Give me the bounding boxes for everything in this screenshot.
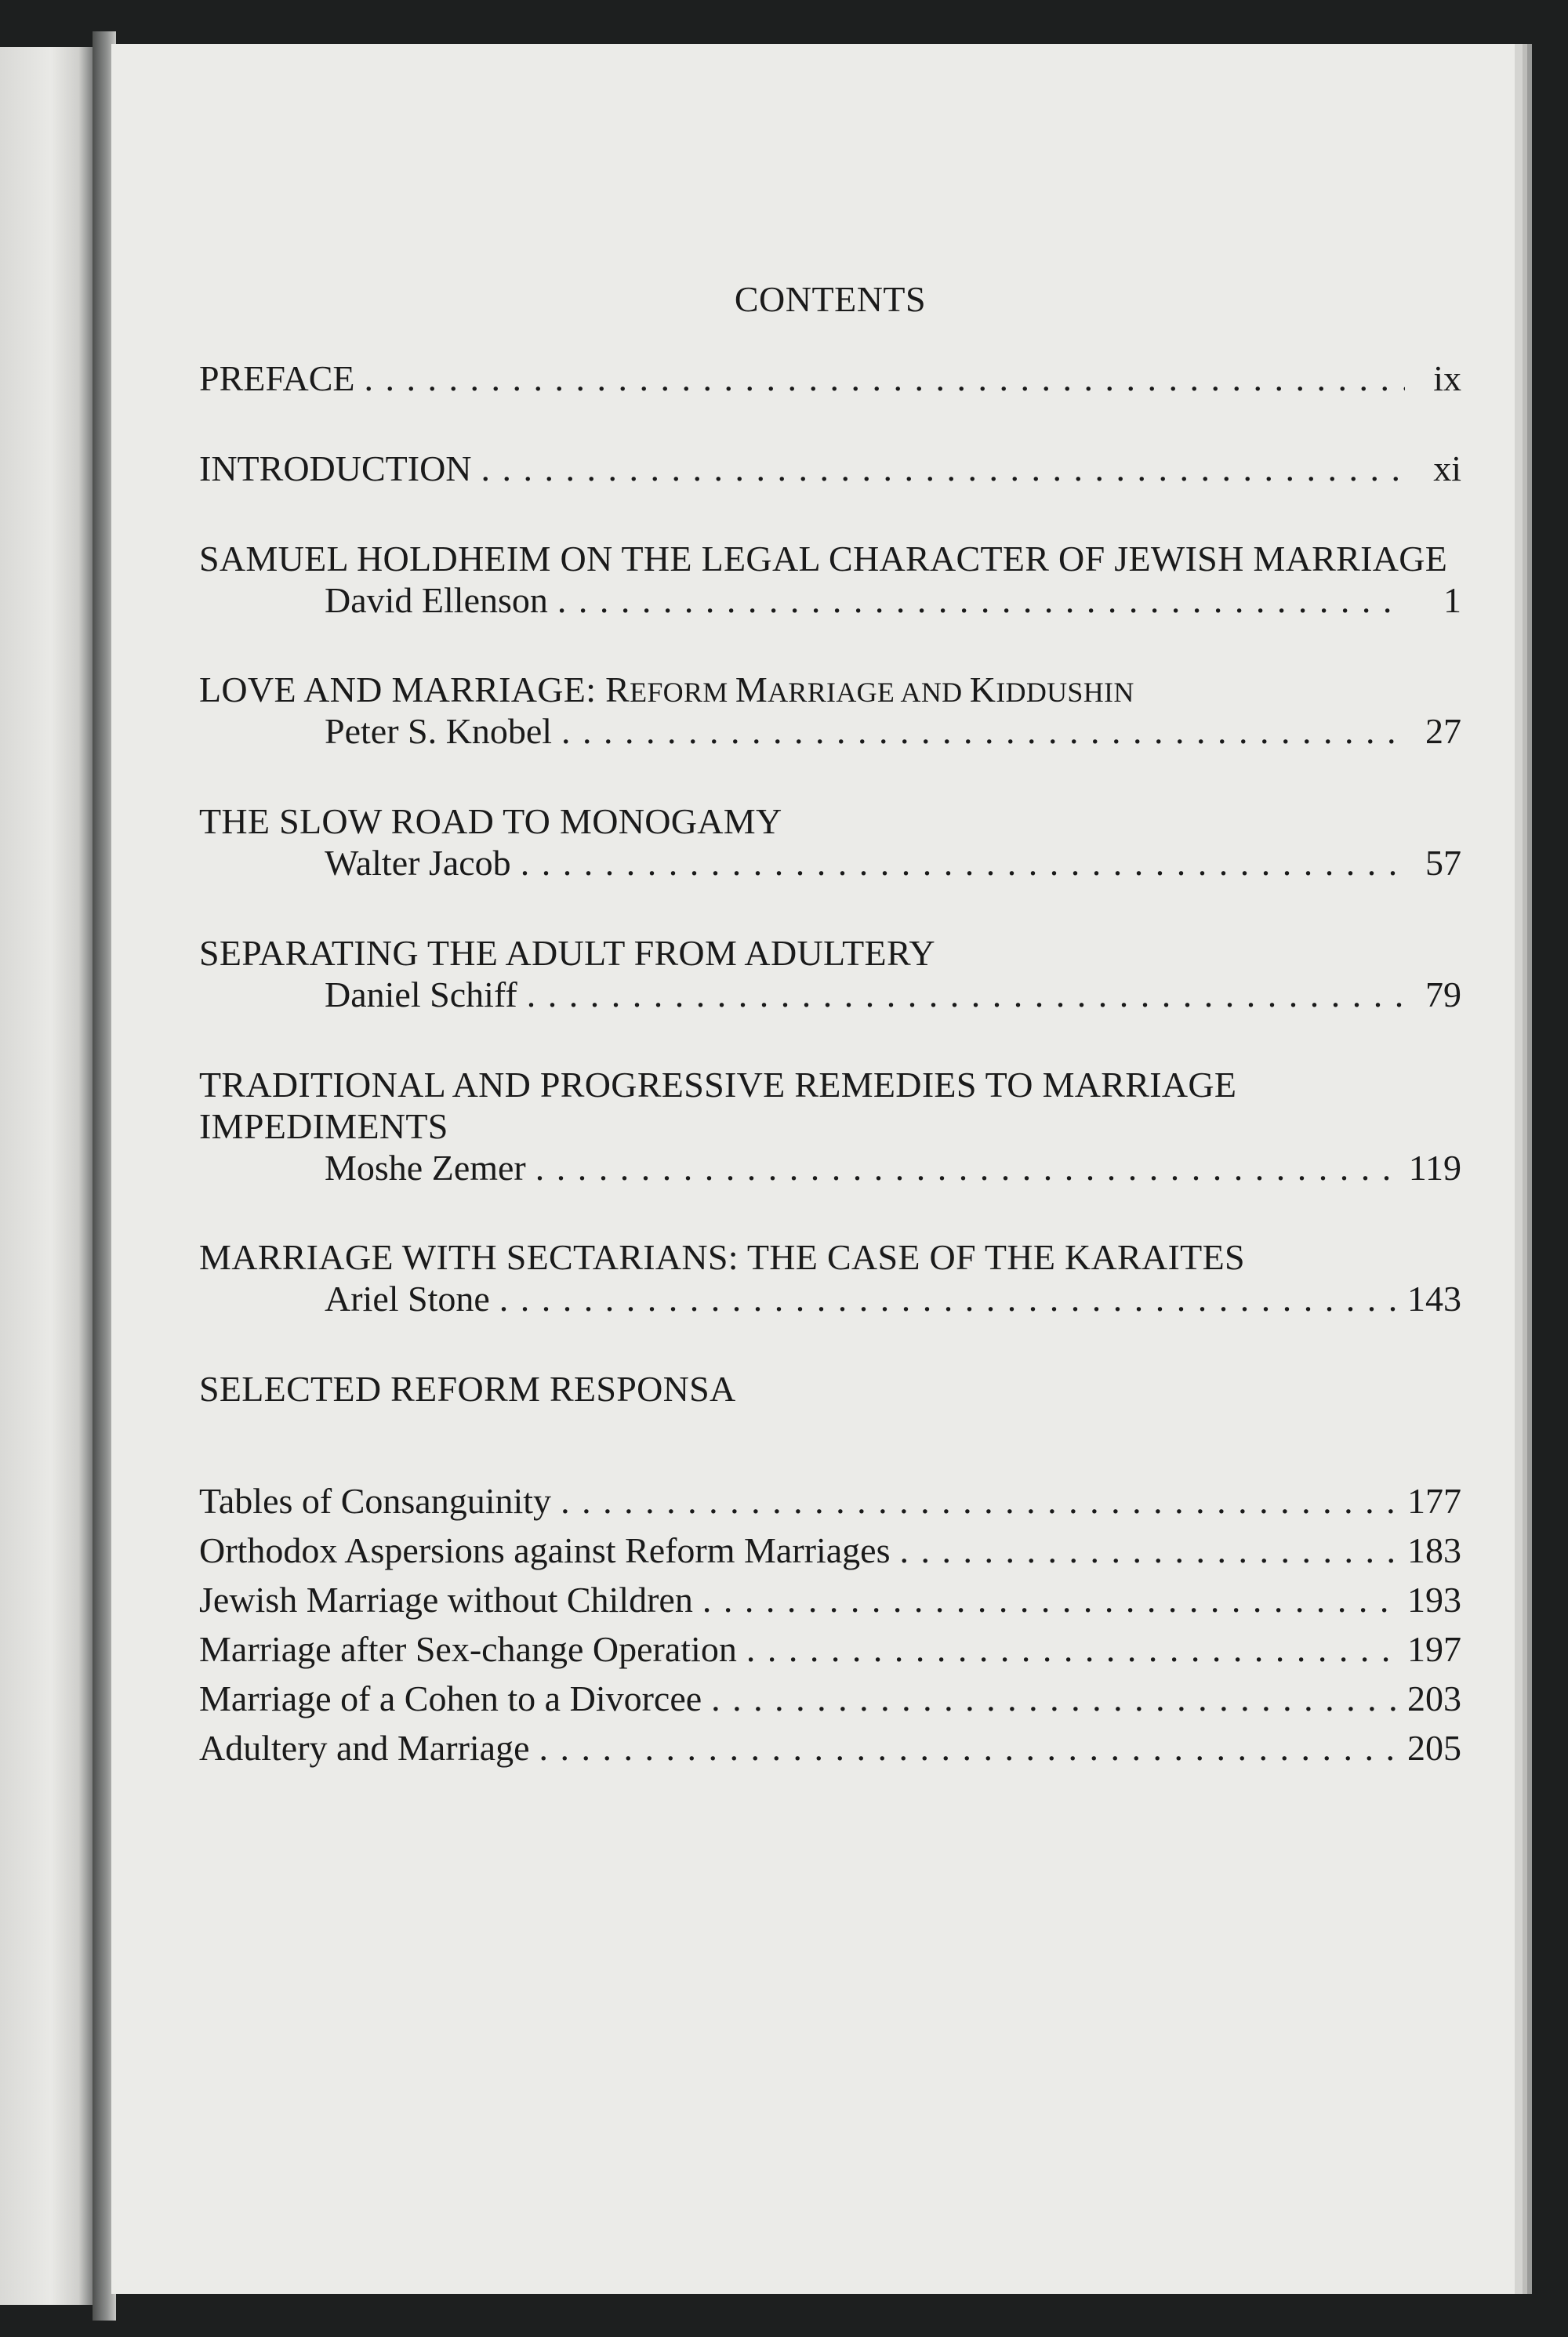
essay-author: Peter S. Knobel (325, 711, 553, 752)
responsa-title: Tables of Consanguinity (199, 1481, 552, 1522)
page-number: 177 (1407, 1481, 1461, 1522)
responsa-item (199, 1530, 1461, 1572)
toc-entry-preface (199, 358, 1461, 400)
dot-leader (702, 1580, 1398, 1621)
toc-entry-essay (199, 1237, 1461, 1320)
dot-leader (527, 974, 1405, 1016)
dot-leader (539, 1728, 1398, 1769)
toc-entry-essay (199, 1065, 1461, 1189)
contents-heading: CONTENTS (734, 279, 927, 319)
page-number: 203 (1407, 1678, 1461, 1718)
dot-leader (481, 448, 1405, 490)
page-number: 57 (1425, 843, 1461, 884)
page-number: 143 (1407, 1279, 1461, 1319)
responsa-item (199, 1728, 1461, 1769)
essay-author: Daniel Schiff (325, 974, 517, 1014)
responsa-section-title: SELECTED REFORM RESPONSA (199, 1369, 736, 1410)
page-number: xi (1433, 448, 1461, 488)
dot-leader (535, 1148, 1399, 1189)
toc-entry-introduction (199, 448, 1461, 490)
dot-leader (711, 1678, 1398, 1720)
toc-entry-essay (199, 539, 1461, 622)
responsa-list (199, 1481, 1461, 1769)
essay-author: Walter Jacob (325, 843, 511, 884)
responsa-title: Adultery and Marriage (199, 1727, 530, 1768)
page-number: 193 (1407, 1579, 1461, 1620)
page-number: 79 (1425, 974, 1461, 1014)
entry-title: PREFACE (199, 357, 355, 398)
essay-title: THE SLOW ROAD TO MONOGAMY (199, 801, 782, 842)
toc-entry-essay (199, 801, 1461, 884)
toc-entry-essay (199, 670, 1461, 753)
essay-title: MARRIAGE WITH SECTARIANS: THE CASE OF THE KARAITES (199, 1237, 1245, 1278)
dot-leader (746, 1629, 1398, 1671)
dot-leader (557, 580, 1405, 622)
dot-leader (499, 1279, 1398, 1320)
responsa-item (199, 1481, 1461, 1522)
dot-leader (561, 711, 1405, 753)
page-number: 183 (1407, 1530, 1461, 1571)
page-number: 1 (1443, 579, 1461, 620)
toc-entry-essay (199, 933, 1461, 1016)
page-number: 119 (1408, 1147, 1461, 1188)
responsa-title: Jewish Marriage without Children (199, 1579, 693, 1620)
facing-page-edge (0, 47, 93, 2305)
essay-author: Ariel Stone (325, 1279, 490, 1319)
responsa-title: Marriage after Sex-change Operation (199, 1628, 737, 1669)
responsa-item (199, 1580, 1461, 1621)
essay-title: SAMUEL HOLDHEIM ON THE LEGAL CHARACTER OF JEWISH MARRIAGE (199, 538, 1448, 579)
essay-author: David Ellenson (325, 579, 548, 620)
dot-leader (561, 1481, 1398, 1522)
essay-author: Moshe Zemer (325, 1147, 526, 1188)
responsa-title: Orthodox Aspersions against Reform Marriages (199, 1530, 891, 1571)
book-page (111, 44, 1515, 2294)
dot-leader (521, 843, 1405, 884)
dot-leader (900, 1530, 1398, 1572)
page-number: 205 (1407, 1727, 1461, 1768)
essay-title: SEPARATING THE ADULT FROM ADULTERY (199, 933, 935, 974)
dot-leader (365, 358, 1405, 400)
table-of-contents (199, 279, 1461, 1776)
page-number: ix (1433, 357, 1461, 398)
essay-title: LOVE AND MARRIAGE: REFORM MARRIAGE AND KIDDUSHIN (199, 670, 1134, 710)
essay-title: TRADITIONAL AND PROGRESSIVE REMEDIES TO MARRIAGE IMPEDIMENTS (199, 1064, 1237, 1146)
responsa-title: Marriage of a Cohen to a Divorcee (199, 1678, 702, 1718)
responsa-item (199, 1678, 1461, 1720)
responsa-item (199, 1629, 1461, 1671)
entry-title: INTRODUCTION (199, 448, 472, 488)
page-number: 27 (1425, 711, 1461, 752)
page-number: 197 (1407, 1628, 1461, 1669)
